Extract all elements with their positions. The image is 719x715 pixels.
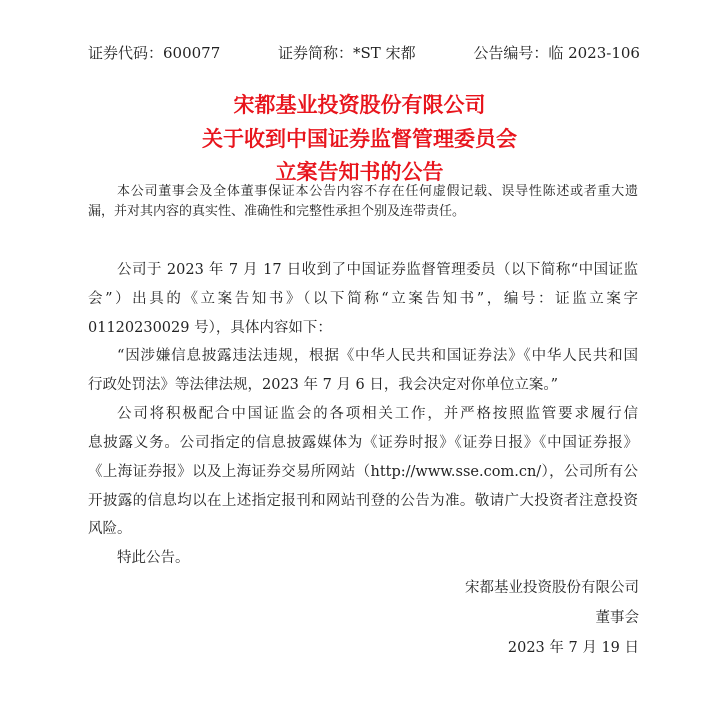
- notice-number: 公告编号：临 2023-106: [473, 44, 640, 62]
- disclaimer-line-1: 本公司董事会及全体董事保证本公告内容不存在任何虚假记载、误导性陈述或者重大遗: [117, 184, 638, 199]
- body-line: 公司将积极配合中国证监会的各项相关工作，并严格按照监管要求履行信: [117, 406, 638, 422]
- body-line: 《上海证券报》以及上海证券交易所网站（http://www.sse.com.cn/），公司所有公: [88, 464, 638, 480]
- signature-board: 董事会: [595, 610, 639, 626]
- body-line: 会”）出具的《立案告知书》（以下简称“立案告知书”，编号：证监立案字: [88, 291, 638, 307]
- title-line-3: 立案告知书的公告: [275, 160, 444, 184]
- quote-line: 行政处罚法》等法律法规，2023 年 7 月 6 日，我会决定对你单位立案。”: [88, 377, 559, 393]
- title-line-1: 宋都基业投资股份有限公司: [233, 93, 486, 117]
- closing-line: 特此公告。: [117, 550, 190, 566]
- document-header: [88, 42, 640, 63]
- quote-line: “因涉嫌信息披露违法违规，根据《中华人民共和国证券法》《中华人民共和国: [117, 348, 638, 364]
- stock-short-name: 证券简称：*ST 宋都: [278, 44, 416, 62]
- body-line: 息披露义务。公司指定的信息披露媒体为《证券时报》《证券日报》《中国证券报》: [88, 435, 638, 451]
- body-line: 01120230029 号），具体内容如下：: [88, 320, 332, 336]
- body-line: 公司于 2023 年 7 月 17 日收到了中国证券监督管理委员（以下简称“中国证监: [117, 262, 638, 278]
- stock-code: 证券代码：600077: [88, 44, 221, 62]
- body-line: 风险。: [88, 521, 132, 537]
- disclaimer-line-2: 漏，并对其内容的真实性、准确性和完整性承担个别及连带责任。: [88, 204, 466, 219]
- title-line-2: 关于收到中国证券监督管理委员会: [202, 127, 517, 151]
- body-line: 开披露的信息均以在上述指定报刊和网站刊登的公告为准。敬请广大投资者注意投资: [88, 493, 638, 509]
- signature-company: 宋都基业投资股份有限公司: [465, 580, 639, 596]
- signature-date: 2023 年 7 月 19 日: [507, 640, 639, 656]
